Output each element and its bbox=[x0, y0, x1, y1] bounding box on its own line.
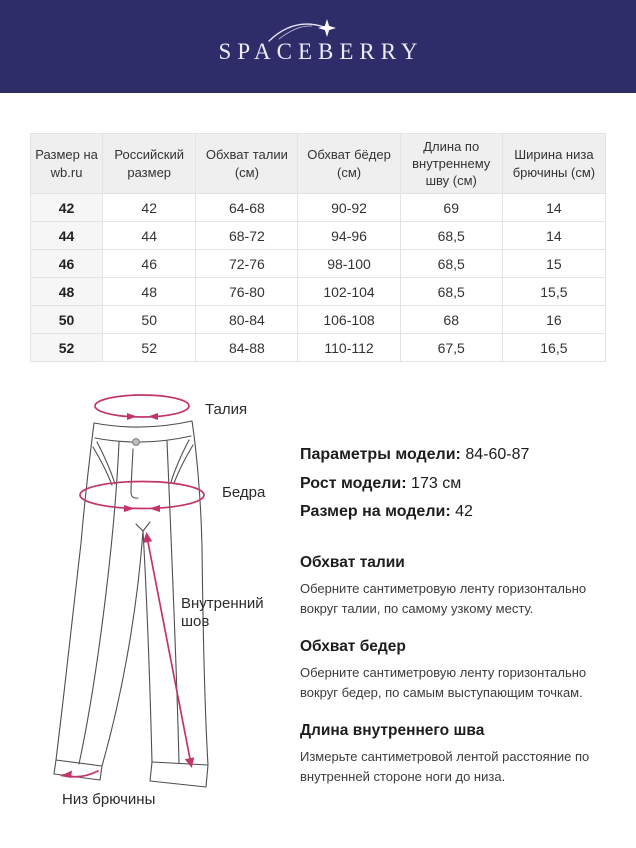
cell-hips: 90-92 bbox=[298, 194, 400, 222]
table-row bbox=[31, 278, 606, 306]
cell-hips: 106-108 bbox=[298, 306, 400, 334]
cell-ru-size: 52 bbox=[103, 334, 196, 362]
cell-hem: 16,5 bbox=[502, 334, 605, 362]
cell-ru-size: 50 bbox=[103, 306, 196, 334]
section-waist bbox=[300, 554, 625, 619]
section-inseam-title: Длина внутреннего шва bbox=[300, 721, 485, 739]
cell-waist: 72-76 bbox=[196, 250, 298, 278]
cell-waist: 64-68 bbox=[196, 194, 298, 222]
waist-label: Талия bbox=[205, 401, 248, 418]
column-header-inseam: Длина по внутреннему шву (см) bbox=[400, 134, 502, 194]
cell-inseam: 67,5 bbox=[400, 334, 502, 362]
cell-hem: 14 bbox=[502, 222, 605, 250]
column-header-wb-size: Размер на wb.ru bbox=[31, 134, 103, 194]
table-row bbox=[31, 306, 606, 334]
hips-arrowhead bbox=[149, 505, 160, 512]
cell-inseam: 68,5 bbox=[400, 222, 502, 250]
model-height-value: 173 см bbox=[411, 474, 462, 492]
cell-waist: 68-72 bbox=[196, 222, 298, 250]
model-info-block bbox=[300, 441, 625, 527]
left-cuff-line bbox=[56, 760, 102, 766]
left-pocket-line bbox=[97, 442, 115, 484]
waist-measure-ellipse bbox=[95, 395, 189, 417]
right-crease-line bbox=[167, 441, 179, 763]
cell-size: 46 bbox=[31, 250, 103, 278]
inseam-arrowhead bbox=[185, 757, 194, 768]
cell-hips: 110-112 bbox=[298, 334, 400, 362]
hem-label: Низ брючины bbox=[62, 791, 156, 808]
cell-size: 42 bbox=[31, 194, 103, 222]
cell-size: 44 bbox=[31, 222, 103, 250]
cell-waist: 80-84 bbox=[196, 306, 298, 334]
hips-label: Бедра bbox=[222, 484, 266, 501]
table-row bbox=[31, 222, 606, 250]
model-params-value: 84-60-87 bbox=[465, 446, 530, 463]
cell-hem: 14 bbox=[502, 194, 605, 222]
cell-ru-size: 44 bbox=[103, 222, 196, 250]
comet-star-icon bbox=[266, 14, 344, 48]
right-cuff-line bbox=[152, 762, 208, 765]
cell-size: 48 bbox=[31, 278, 103, 306]
hips-measure-ellipse bbox=[80, 482, 204, 509]
model-size-label: Размер на модели: bbox=[300, 503, 451, 520]
section-waist-body: Оберните сантиметровую ленту горизонтально вокруг талии, по самому узкому месту. bbox=[300, 580, 587, 616]
section-hips-title: Обхват бедер bbox=[300, 637, 406, 655]
cell-inseam: 68,5 bbox=[400, 278, 502, 306]
column-header-ru-size: Российский размер bbox=[103, 134, 196, 194]
inseam-arrowhead bbox=[143, 532, 152, 543]
cell-ru-size: 48 bbox=[103, 278, 196, 306]
cell-ru-size: 46 bbox=[103, 250, 196, 278]
table-row bbox=[31, 194, 606, 222]
model-height-label: Рост модели: bbox=[300, 474, 407, 492]
cell-inseam: 69 bbox=[400, 194, 502, 222]
model-params-line bbox=[300, 441, 625, 470]
size-table bbox=[30, 133, 606, 362]
cell-size: 52 bbox=[31, 334, 103, 362]
section-inseam-body: Измерьте сантиметровой лентой расстояние по внутренней стороне ноги до низа. bbox=[300, 748, 590, 784]
cell-waist: 84-88 bbox=[196, 334, 298, 362]
column-header-hips: Обхват бёдер (см) bbox=[298, 134, 400, 194]
fly-line bbox=[131, 449, 138, 498]
model-size-line bbox=[300, 498, 625, 527]
brand-wordmark: SPACEBERRY bbox=[218, 38, 424, 64]
model-height-line bbox=[300, 470, 625, 499]
pants-measurement-diagram bbox=[0, 385, 300, 835]
table-row bbox=[31, 250, 606, 278]
cell-hem: 16 bbox=[502, 306, 605, 334]
inseam-measure-line bbox=[147, 537, 191, 764]
cell-inseam: 68,5 bbox=[400, 250, 502, 278]
table-row bbox=[31, 334, 606, 362]
model-size-value: 42 bbox=[455, 503, 473, 520]
cell-hem: 15 bbox=[502, 250, 605, 278]
measurement-info-column bbox=[300, 441, 625, 787]
section-waist-title: Обхват талии bbox=[300, 553, 405, 571]
cell-ru-size: 42 bbox=[103, 194, 196, 222]
section-hips bbox=[300, 638, 625, 703]
cell-hips: 98-100 bbox=[298, 250, 400, 278]
cell-waist: 76-80 bbox=[196, 278, 298, 306]
cell-size: 50 bbox=[31, 306, 103, 334]
hips-arrowhead bbox=[124, 505, 135, 512]
model-params-label: Параметры модели: bbox=[300, 446, 461, 463]
how-to-measure-sections bbox=[300, 554, 625, 787]
brand-header bbox=[0, 0, 636, 93]
button-detail bbox=[133, 439, 140, 446]
column-header-waist: Обхват талии (см) bbox=[196, 134, 298, 194]
cell-inseam: 68 bbox=[400, 306, 502, 334]
cell-hips: 94-96 bbox=[298, 222, 400, 250]
cell-hem: 15,5 bbox=[502, 278, 605, 306]
table-header-row bbox=[31, 134, 606, 194]
column-header-hem-width: Ширина низа брючины (см) bbox=[502, 134, 605, 194]
waist-arrowhead bbox=[127, 413, 137, 420]
section-inseam bbox=[300, 722, 625, 787]
waistband-line bbox=[95, 436, 191, 442]
inseam-label: Внутренний шов bbox=[181, 595, 264, 630]
section-hips-body: Оберните сантиметровую ленту горизонтально вокруг бедер, по самым выступающим точкам. bbox=[300, 664, 587, 700]
waist-arrowhead bbox=[148, 413, 158, 420]
hem-arrowhead bbox=[60, 771, 72, 779]
right-pocket-line bbox=[171, 440, 189, 482]
crotch-detail bbox=[136, 522, 150, 531]
cell-hips: 102-104 bbox=[298, 278, 400, 306]
